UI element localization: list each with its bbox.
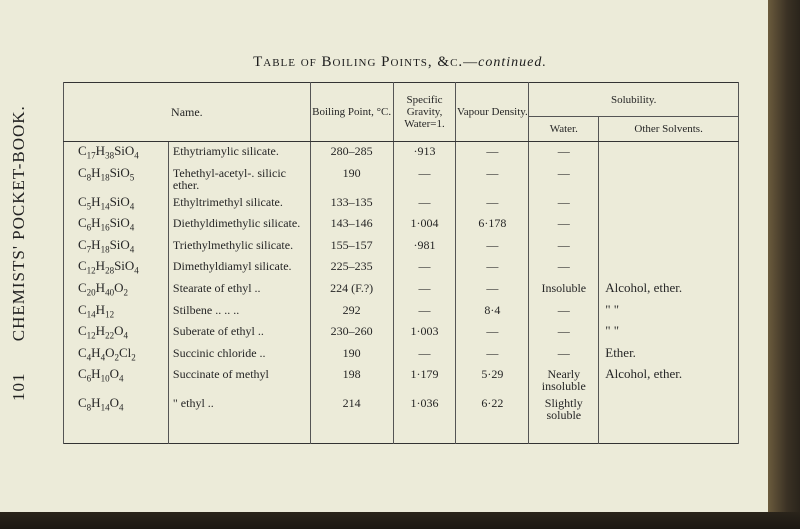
vapour-density-cell: — xyxy=(456,322,529,344)
boiling-point-cell: 230–260 xyxy=(310,322,393,344)
other-solvents-cell: " " xyxy=(599,322,739,344)
table-row xyxy=(64,301,739,323)
boiling-point-cell: 143–146 xyxy=(310,214,393,236)
water-solubility-cell: — xyxy=(529,164,599,193)
vapour-density-cell: 5·29 xyxy=(456,365,529,394)
other-solvents-cell xyxy=(599,214,739,236)
formula-cell: $C_8H_{14}O_4$ xyxy=(64,394,169,423)
specific-gravity-cell: 1·003 xyxy=(393,322,456,344)
title-suffix: continued. xyxy=(478,55,547,70)
vapour-density-cell: 6·22 xyxy=(456,394,529,423)
boiling-point-cell: 225–235 xyxy=(310,257,393,279)
vapour-density-cell: — xyxy=(456,236,529,258)
water-solubility-cell: — xyxy=(529,322,599,344)
compound-name-cell: Ethytriamylic silicate. xyxy=(168,142,310,164)
boiling-point-cell: 133–135 xyxy=(310,193,393,215)
compound-name-cell: Succinate of methyl xyxy=(168,365,310,394)
page-number: 101 xyxy=(9,372,28,401)
specific-gravity-cell: ·981 xyxy=(393,236,456,258)
compound-name-cell: Dimethyldiamyl silicate. xyxy=(168,257,310,279)
other-solvents-cell xyxy=(599,236,739,258)
title-sep: — xyxy=(463,55,479,70)
compound-name-cell: Tehethyl-acetyl-. silicic ether. xyxy=(168,164,310,193)
vapour-density-cell: — xyxy=(456,344,529,366)
water-solubility-cell: — xyxy=(529,193,599,215)
formula-cell: $C_{12}H_{22}O_4$ xyxy=(64,322,169,344)
table-body xyxy=(64,142,739,444)
specific-gravity-cell: — xyxy=(393,301,456,323)
water-solubility-cell: — xyxy=(529,236,599,258)
header-specific-gravity: Specific Gravity, Water=1. xyxy=(393,83,456,142)
other-solvents-cell xyxy=(599,164,739,193)
water-solubility-cell: Nearly insoluble xyxy=(529,365,599,394)
boiling-point-cell: 190 xyxy=(310,344,393,366)
header-vapour-density: Vapour Density. xyxy=(456,83,529,142)
table-spacer-row xyxy=(64,423,739,444)
other-solvents-cell: Alcohol, ether. xyxy=(599,279,739,301)
table-title xyxy=(120,54,680,71)
other-solvents-cell: Alcohol, ether. xyxy=(599,365,739,394)
table-row xyxy=(64,236,739,258)
water-solubility-cell: Insoluble xyxy=(529,279,599,301)
formula-cell: $C_6H_{10}O_4$ xyxy=(64,365,169,394)
specific-gravity-cell: 1·179 xyxy=(393,365,456,394)
table-row xyxy=(64,365,739,394)
formula-cell: $C_8H_{18}SiO_5$ xyxy=(64,164,169,193)
boiling-point-cell: 280–285 xyxy=(310,142,393,164)
formula-cell: $C_4H_4O_2Cl_2$ xyxy=(64,344,169,366)
vapour-density-cell: — xyxy=(456,193,529,215)
table-row xyxy=(64,193,739,215)
water-solubility-cell: — xyxy=(529,257,599,279)
running-head-text: CHEMISTS' POCKET-BOOK. xyxy=(9,105,28,342)
formula-cell: $C_5H_{14}SiO_4$ xyxy=(64,193,169,215)
water-solubility-cell: — xyxy=(529,214,599,236)
specific-gravity-cell: — xyxy=(393,193,456,215)
table-row xyxy=(64,214,739,236)
other-solvents-cell xyxy=(599,193,739,215)
other-solvents-cell: " " xyxy=(599,301,739,323)
bottom-edge xyxy=(0,512,800,529)
boiling-point-cell: 224 (F.?) xyxy=(310,279,393,301)
table-row xyxy=(64,279,739,301)
other-solvents-cell xyxy=(599,394,739,423)
other-solvents-cell: Ether. xyxy=(599,344,739,366)
table-row xyxy=(64,322,739,344)
table-row xyxy=(64,344,739,366)
compound-name-cell: Stearate of ethyl .. xyxy=(168,279,310,301)
compound-name-cell: Succinic chloride .. xyxy=(168,344,310,366)
vapour-density-cell: 6·178 xyxy=(456,214,529,236)
boiling-point-cell: 292 xyxy=(310,301,393,323)
table-row xyxy=(64,257,739,279)
header-name: Name. xyxy=(64,83,311,142)
specific-gravity-cell: — xyxy=(393,344,456,366)
specific-gravity-cell: 1·004 xyxy=(393,214,456,236)
water-solubility-cell: Slightly soluble xyxy=(529,394,599,423)
compound-name-cell: Diethyldimethylic silicate. xyxy=(168,214,310,236)
vapour-density-cell: — xyxy=(456,164,529,193)
header-water: Water. xyxy=(529,117,599,142)
formula-cell: $C_7H_{18}SiO_4$ xyxy=(64,236,169,258)
header-solubility: Solubility. xyxy=(529,83,739,117)
header-boiling-point: Boiling Point, °C. xyxy=(310,83,393,142)
margin-running-head xyxy=(9,105,31,401)
specific-gravity-cell: — xyxy=(393,164,456,193)
boiling-point-cell: 190 xyxy=(310,164,393,193)
specific-gravity-cell: ·913 xyxy=(393,142,456,164)
book-binding xyxy=(768,0,800,529)
boiling-points-table xyxy=(63,82,739,444)
water-solubility-cell: — xyxy=(529,142,599,164)
title-main: Table of Boiling Points, &c. xyxy=(253,54,464,70)
other-solvents-cell xyxy=(599,257,739,279)
table-row xyxy=(64,142,739,164)
specific-gravity-cell: — xyxy=(393,279,456,301)
boiling-point-cell: 214 xyxy=(310,394,393,423)
compound-name-cell: Triethylmethylic silicate. xyxy=(168,236,310,258)
formula-cell: $C_{20}H_{40}O_2$ xyxy=(64,279,169,301)
compound-name-cell: Stilbene .. .. .. xyxy=(168,301,310,323)
compound-name-cell: Suberate of ethyl .. xyxy=(168,322,310,344)
compound-name-cell: Ethyltrimethyl silicate. xyxy=(168,193,310,215)
table-row xyxy=(64,164,739,193)
other-solvents-cell xyxy=(599,142,739,164)
header-other-solvents: Other Solvents. xyxy=(599,117,739,142)
formula-cell: $C_6H_{16}SiO_4$ xyxy=(64,214,169,236)
vapour-density-cell: — xyxy=(456,257,529,279)
formula-cell: $C_{12}H_{28}SiO_4$ xyxy=(64,257,169,279)
boiling-point-cell: 198 xyxy=(310,365,393,394)
vapour-density-cell: — xyxy=(456,279,529,301)
formula-cell: $C_{14}H_{12}$ xyxy=(64,301,169,323)
specific-gravity-cell: 1·036 xyxy=(393,394,456,423)
specific-gravity-cell: — xyxy=(393,257,456,279)
table-row xyxy=(64,394,739,423)
vapour-density-cell: — xyxy=(456,142,529,164)
compound-name-cell: " ethyl .. xyxy=(168,394,310,423)
water-solubility-cell: — xyxy=(529,344,599,366)
formula-cell: $C_{17}H_{38}SiO_4$ xyxy=(64,142,169,164)
water-solubility-cell: — xyxy=(529,301,599,323)
boiling-point-cell: 155–157 xyxy=(310,236,393,258)
vapour-density-cell: 8·4 xyxy=(456,301,529,323)
